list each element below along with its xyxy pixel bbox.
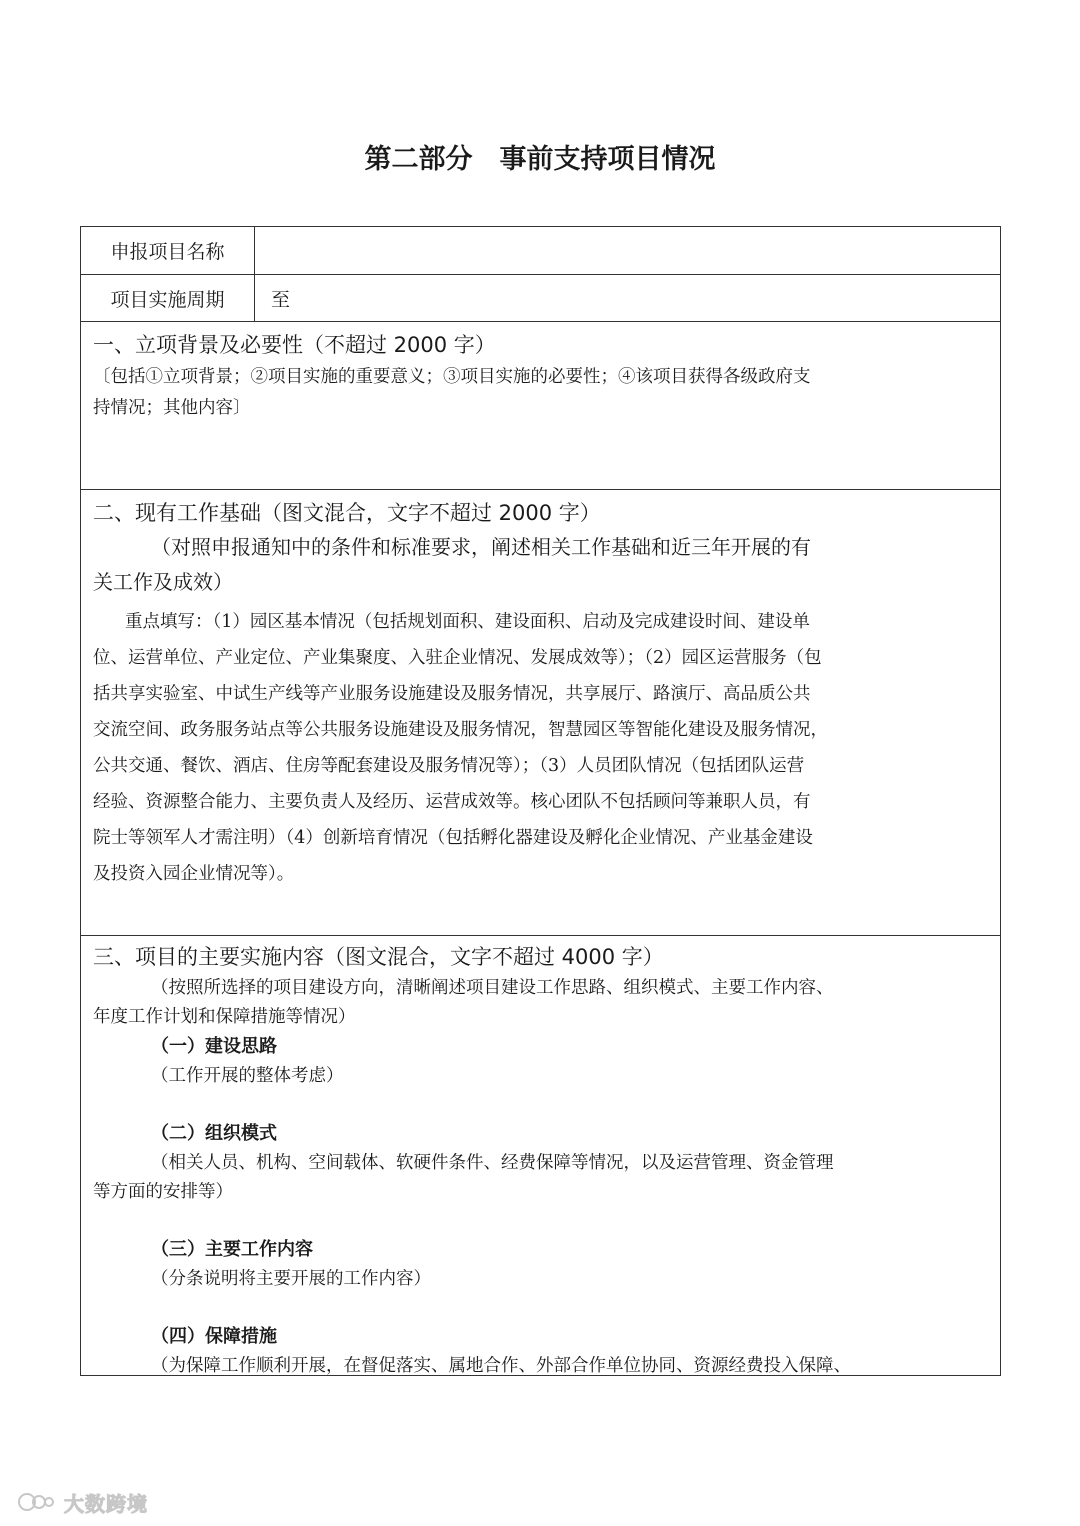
subsection-organization-title: （二）组织模式 <box>151 1123 277 1144</box>
watermark <box>18 1488 148 1516</box>
subsection-safeguards-title: （四）保障措施 <box>151 1326 277 1347</box>
section-3-intro-line: 年度工作计划和保障措施等情况） <box>93 1007 356 1027</box>
subsection-main-work-title: （三）主要工作内容 <box>151 1239 313 1260</box>
section-2-detail-line: 重点填写：（1）园区基本情况（包括规划面积、建设面积、启动及完成建设时间、建设单 <box>125 612 810 632</box>
section-3-intro-line: （按照所选择的项目建设方向，清晰阐述项目建设工作思路、组织模式、主要工作内容、 <box>151 978 834 998</box>
page-title: 第二部分 事前支持项目情况 <box>364 144 716 175</box>
section-1-note-line: 〔包括①立项背景；②项目实施的重要意义；③项目实施的必要性；④该项目获得各级政府支 <box>93 367 811 387</box>
section-2-heading: 二、现有工作基础（图文混合，文字不超过 2000 字） <box>93 501 601 525</box>
section-2-detail-line: 经验、资源整合能力、主要负责人及经历、运营成效等。核心团队不包括顾问等兼职人员，有 <box>93 792 811 812</box>
section-1-note-line: 持情况；其他内容〕 <box>93 398 251 418</box>
section-2-detail-line: 括共享实验室、中试生产线等产业服务设施建设及服务情况，共享展厅、路演厅、高品质公共 <box>93 684 811 704</box>
section-2-detail-line: 院士等领军人才需注明）（4）创新培育情况（包括孵化器建设及孵化企业情况、产业基金建设 <box>93 828 813 848</box>
section-1-heading: 一、立项背景及必要性（不超过 2000 字） <box>93 333 496 357</box>
subsection-safeguards-note: （为保障工作顺利开展，在督促落实、属地合作、外部合作单位协同、资源经费投入保障、 <box>151 1356 851 1375</box>
subsection-organization-note: （相关人员、机构、空间载体、软硬件条件、经费保障等情况，以及运营管理、资金管理 <box>151 1153 834 1173</box>
project-period-label: 项目实施周期 <box>81 275 255 321</box>
application-form-table <box>80 226 1001 1376</box>
section-2-work-foundation[interactable] <box>81 490 1000 936</box>
project-name-field[interactable] <box>271 227 992 274</box>
section-2-detail-line: 位、运营单位、产业定位、产业集聚度、入驻企业情况、发展成效等）；（2）园区运营服务（包 <box>93 648 822 668</box>
section-3-heading: 三、项目的主要实施内容（图文混合，文字不超过 4000 字） <box>93 945 664 969</box>
subsection-organization-note: 等方面的安排等） <box>93 1182 233 1202</box>
project-period-field[interactable]: 至 <box>271 288 291 311</box>
watermark-text: 大数跨境 <box>64 1491 148 1516</box>
subsection-approach-title: （一）建设思路 <box>151 1036 277 1057</box>
subsection-main-work-note: （分条说明将主要开展的工作内容） <box>151 1269 431 1289</box>
subsection-approach-note: （工作开展的整体考虑） <box>151 1066 344 1086</box>
project-name-label: 申报项目名称 <box>81 227 255 274</box>
row-project-period <box>81 275 1000 322</box>
brand-logo-icon <box>18 1490 58 1514</box>
section-2-detail-line: 公共交通、餐饮、酒店、住房等配套建设及服务情况等）；（3）人员团队情况（包括团队运营 <box>93 756 805 776</box>
section-2-detail-line: 交流空间、政务服务站点等公共服务设施建设及服务情况，智慧园区等智能化建设及服务情况， <box>93 720 828 740</box>
section-1-background[interactable] <box>81 322 1000 490</box>
section-2-intro-line: （对照申报通知中的条件和标准要求，阐述相关工作基础和近三年开展的有 <box>151 535 811 559</box>
section-2-intro-line: 关工作及成效） <box>93 570 233 594</box>
row-project-name <box>81 227 1000 275</box>
section-2-detail-line: 及投资入园企业情况等）。 <box>93 864 295 884</box>
section-3-implementation[interactable] <box>81 936 1000 1375</box>
